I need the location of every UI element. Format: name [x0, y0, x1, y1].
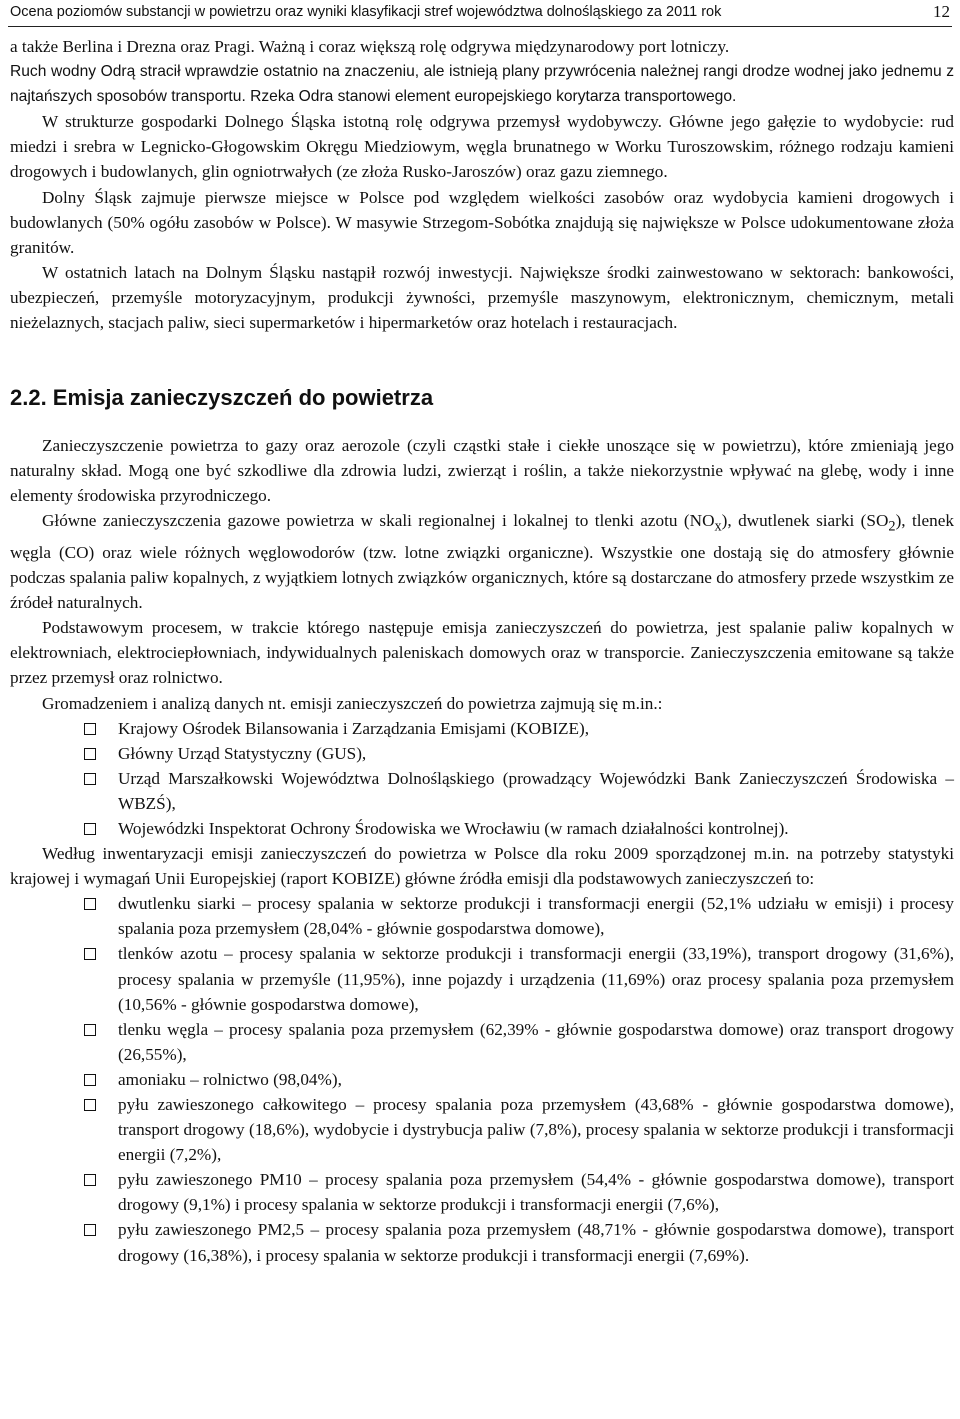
checkbox-bullet-icon — [84, 1074, 96, 1086]
checkbox-bullet-icon — [84, 748, 96, 760]
emission-sources-list — [10, 891, 954, 1267]
checkbox-bullet-icon — [84, 1024, 96, 1036]
list-item-text: Wojewódzki Inspektorat Ochrony Środowiska we Wrocławiu (w ramach działalności kontrolnej). — [118, 818, 789, 838]
list-item-text: amoniaku – rolnictwo (98,04%), — [118, 1069, 342, 1089]
list-item — [10, 891, 954, 941]
list-item — [10, 816, 954, 841]
running-title: Ocena poziomów substancji w powietrzu oraz wyniki klasyfikacji stref województwa dolnośląskiego za 2011 rok — [10, 4, 722, 20]
checkbox-bullet-icon — [84, 948, 96, 960]
paragraph: Gromadzeniem i analizą danych nt. emisji zanieczyszczeń do powietrza zajmują się m.in.: — [42, 693, 663, 713]
checkbox-bullet-icon — [84, 1224, 96, 1236]
list-item-text: tlenków azotu – procesy spalania w sektorze produkcji i transformacji energii (33,19%), transport drogowy (31,6%), procesy spalania w przemyśle (11,95%), inne pojazdy i urządzenia (11,69%) oraz procesy spalania poza przemysłem (10,56% - głównie gospodarstwa domowe), — [118, 944, 954, 1014]
checkbox-bullet-icon — [84, 1174, 96, 1186]
intro-section — [10, 34, 954, 335]
list-item-text: tlenku węgla – procesy spalania poza przemysłem (62,39% - głównie gospodarstwa domowe) oraz transport drogowy (26,55%), — [118, 1019, 954, 1064]
paragraph: Podstawowym procesem, w trakcie którego następuje emisja zanieczyszczeń do powietrza, jest spalanie paliw kopalnych w elektrowniach, elektrociepłowniach, indywidualnych paleniskach domowych oraz w transporcie. Zanieczyszczenia emitowane są także przez przemysł oraz rolnictwo. — [10, 618, 954, 688]
list-item-text: Krajowy Ośrodek Bilansowania i Zarządzania Emisjami (KOBIZE), — [118, 718, 590, 738]
paragraph: W strukturze gospodarki Dolnego Śląska istotną rolę odgrywa przemysł wydobywczy. Główne jego gałęzie to wydobycie: rud miedzi i srebra w Legnicko-Głogowskim Okręgu Miedziowym, węgla brunatnego w Worku Turoszowskim, różnego rodzaju kamieni drogowych i budowlanych, glin ogniotrwałych (ze złoża Rusko-Jaroszów) oraz gazu ziemnego. — [10, 112, 954, 182]
list-item-text: pyłu zawieszonego PM10 – procesy spalania poza przemysłem (54,4% - głównie gospodarstwa domowe), transport drogowy (9,1%) i procesy spalania w sektorze produkcji i transformacji energii (7,6%), — [118, 1170, 954, 1215]
paragraph: Według inwentaryzacji emisji zanieczyszczeń do powietrza w Polsce dla roku 2009 sporządzonej m.in. na potrzeby statystyki krajowej i wymagań Unii Europejskiej (raport KOBIZE) główne źródła emisji dla podstawowych zanieczyszczeń to: — [10, 844, 954, 889]
list-item-text: dwutlenku siarki – procesy spalania w sektorze produkcji i transformacji energii (52,1% udziału w emisji) i procesy spalania poza przemysłem (28,04% - głównie gospodarstwa domowe), — [118, 894, 954, 939]
paragraph: Dolny Śląsk zajmuje pierwsze miejsce w Polsce pod względem wielkości zasobów oraz wydobycia kamieni drogowych i budowlanych (50% ogółu zasobów w Polsce). W masywie Strzegom-Sobótka znajdują się największe w Polsce udokumentowane złoża granitów. — [10, 187, 954, 257]
list-item — [10, 941, 954, 1016]
list-item — [10, 766, 954, 816]
institutions-list — [10, 716, 954, 841]
checkbox-bullet-icon — [84, 1099, 96, 1111]
checkbox-bullet-icon — [84, 723, 96, 735]
list-item — [10, 1067, 954, 1092]
page-number: 12 — [933, 2, 950, 21]
list-item — [10, 1092, 954, 1167]
document-body — [10, 34, 954, 1268]
checkbox-bullet-icon — [84, 898, 96, 910]
list-item-text: pyłu zawieszonego PM2,5 – procesy spalania poza przemysłem (48,71% - głównie gospodarstwa domowe), transport drogowy (16,38%), i procesy spalania w sektorze produkcji i transformacji energii (7,69%). — [118, 1220, 954, 1265]
list-item — [10, 741, 954, 766]
paragraph: Zanieczyszczenie powietrza to gazy oraz aerozole (czyli cząstki stałe i ciekłe unoszące się w powietrzu), które zmieniają jego naturalny skład. Mogą one być szkodliwe dla zdrowia ludzi, zwierząt i roślin, a także niekorzystnie wpływać na glebę, wody i inne elementy środowiska przyrodniczego. — [10, 436, 954, 506]
paragraph: W ostatnich latach na Dolnym Śląsku nastąpił rozwój inwestycji. Największe środki zainwestowano w sektorach: bankowości, ubezpieczeń, przemyśle motoryzacyjnym, produkcji żywności, przemyśle maszynowym, elektronicznym, chemicznym, metali nieżelaznych, stacjach paliw, sieci supermarketów i hipermarketów oraz hotelach i restauracjach. — [10, 262, 954, 333]
paragraph: Ruch wodny Odrą stracił wprawdzie ostatnio na znaczeniu, ale istnieją plany przywrócenia należnej rangi drodze wodnej jako jednemu z najtańszych sposobów transportu. Rzeka Odra stanowi element europejskiego korytarza transportowego. — [10, 63, 954, 106]
checkbox-bullet-icon — [84, 773, 96, 785]
list-item — [10, 1017, 954, 1067]
list-item-text: pyłu zawieszonego całkowitego – procesy spalania poza przemysłem (43,68% - głównie gospodarstwa domowe), transport drogowy (18,6%), wydobycie i dystrybucja paliw (7,8%), procesy spalania w sektorze produkcji i transformacji energii (7,2%), — [118, 1095, 954, 1165]
paragraph: Główne zanieczyszczenia gazowe powietrza w skali regionalnej i lokalnej to tlenki azotu $(NO_x)$, dwutlenek siarki $(SO_2)$, tlenek węgla (CO) oraz wiele różnych węglowodorów (tzw. lotne związki organiczne). Wszystkie one dostają się do atmosfery głównie podczas spalania paliw kopalnych, z wyjątkiem lotnych związków organicznych, które są dostarczane do atmosfery przede wszystkim ze źródeł naturalnych. — [10, 511, 954, 613]
list-item-text: Główny Urząd Statystyczny (GUS), — [118, 743, 367, 763]
section-heading: 2.2. Emisja zanieczyszczeń do powietrza — [10, 385, 434, 411]
subscript: 2 — [888, 518, 896, 535]
list-item — [10, 716, 954, 741]
checkbox-bullet-icon — [84, 823, 96, 835]
subscript: x — [714, 518, 722, 535]
running-header — [8, 0, 952, 27]
paragraph: a także Berlina i Drezna oraz Pragi. Ważną i coraz większą rolę odgrywa międzynarodowy port lotniczy. — [10, 37, 730, 56]
list-item — [10, 1217, 954, 1267]
list-item — [10, 1167, 954, 1217]
list-item-text: Urząd Marszałkowski Województwa Dolnośląskiego (prowadzący Wojewódzki Bank Zanieczyszczeń Środowiska – WBZŚ), — [118, 768, 954, 813]
